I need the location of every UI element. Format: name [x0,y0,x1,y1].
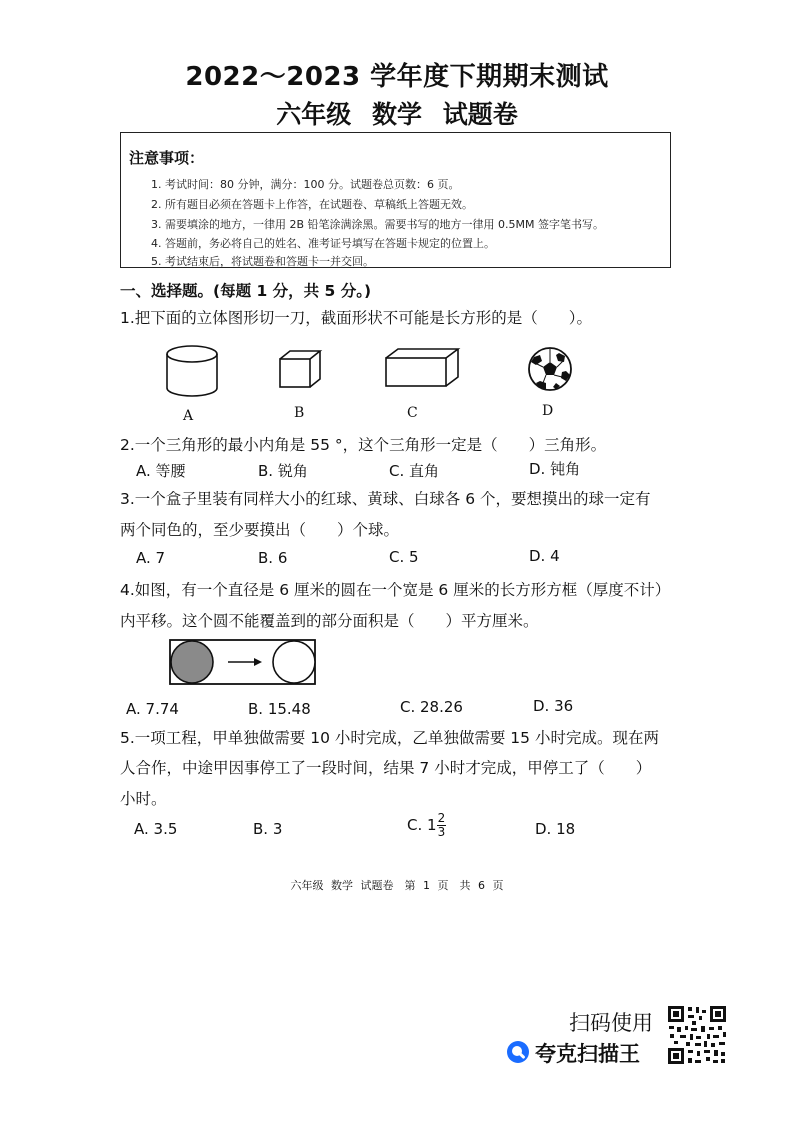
circle-in-rectangle-figure [168,638,318,686]
cylinder-figure [162,342,224,400]
notice-item: 4. 答题前，务必将自己的姓名、准考证号填写在答题卡规定的位置上。 [151,237,495,250]
option-a: A. 等腰 [136,462,186,480]
option-d: D. 18 [535,820,576,838]
option-c-prefix: C. [407,816,428,834]
question-3-line1: 3.一个盒子里装有同样大小的红球、黄球、白球各 6 个，要想摸出的球一定有 [120,490,651,508]
notice-item: 2. 所有题目必须在答题卡上作答，在试题卷、草稿纸上答题无效。 [151,198,473,211]
question-5-line3: 小时。 [120,790,167,808]
question-5-line2: 人合作，中途甲因事停工了一段时间，结果 7 小时才完成，甲停工了（ ） [120,759,652,777]
option-a: A. 7.74 [126,700,179,718]
question-2: 2.一个三角形的最小内角是 55 °，这个三角形一定是（ ）三角形。 [120,436,607,454]
question-1: 1.把下面的立体图形切一刀，截面形状不可能是长方形的是（ ）。 [120,309,593,327]
option-d: D. 36 [533,697,574,715]
brand-name: 夸克扫描王 [535,1042,640,1066]
question-4-line1: 4.如图，有一个直径是 6 厘米的圆在一个宽是 6 厘米的长方形方框（厚度不计） [120,581,671,599]
quark-logo-icon [506,1040,530,1064]
option-b: B. 15.48 [248,700,311,718]
option-c [407,812,446,839]
scan-label: 扫码使用 [569,1011,653,1035]
question-3-line2: 两个同色的，至少要摸出（ ）个球。 [120,521,400,539]
soccer-ball-figure [526,345,574,393]
option-d: D. 4 [529,547,560,565]
option-d: D. 钝角 [529,460,581,478]
option-c: C. 28.26 [400,698,463,716]
option-b: B. 锐角 [258,462,308,480]
option-a: A. 3.5 [134,820,178,838]
option-b: B. 6 [258,549,288,567]
fraction [437,812,447,839]
notice-title: 注意事项： [129,149,205,167]
cube-figure [276,349,324,391]
cuboid-figure [382,346,462,390]
option-a: A. 7 [136,549,166,567]
figure-label-b: B [294,405,305,421]
figure-label-c: C [407,405,418,421]
option-c: C. 5 [389,548,419,566]
notice-item: 5. 考试结束后，将试题卷和答题卡一并交回。 [151,255,374,268]
option-c: C. 直角 [389,462,440,480]
page-footer: 六年级 数学 试题卷 第 1 页 共 6 页 [290,879,504,892]
question-5-line1: 5.一项工程，甲单独做需要 10 小时完成，乙单独做需要 15 小时完成。现在两 [120,729,659,747]
fraction-denominator: 3 [437,825,446,839]
qr-code-icon[interactable] [666,1004,728,1066]
figure-label-a: A [183,408,194,424]
question-4-line2: 内平移。这个圆不能覆盖到的部分面积是（ ）平方厘米。 [120,612,539,630]
notice-item: 1. 考试时间：80 分钟，满分：100 分。试题卷总页数：6 页。 [151,178,460,191]
exam-title: 2022～2023 学年度下期期末测试 [185,62,609,92]
fraction-numerator: 2 [437,811,446,825]
option-b: B. 3 [253,820,283,838]
notice-item: 3. 需要填涂的地方，一律用 2B 铅笔涂满涂黑。需要书写的地方一律用 0.5MM 签字笔书写。 [151,218,604,231]
exam-subtitle: 六年级 数学 试题卷 [276,100,518,129]
notice-box [120,132,671,268]
mixed-number-whole: 1 [427,816,437,834]
section-heading: 一、选择题。(每题 1 分，共 5 分。) [120,282,372,300]
figure-label-d: D [542,403,554,419]
